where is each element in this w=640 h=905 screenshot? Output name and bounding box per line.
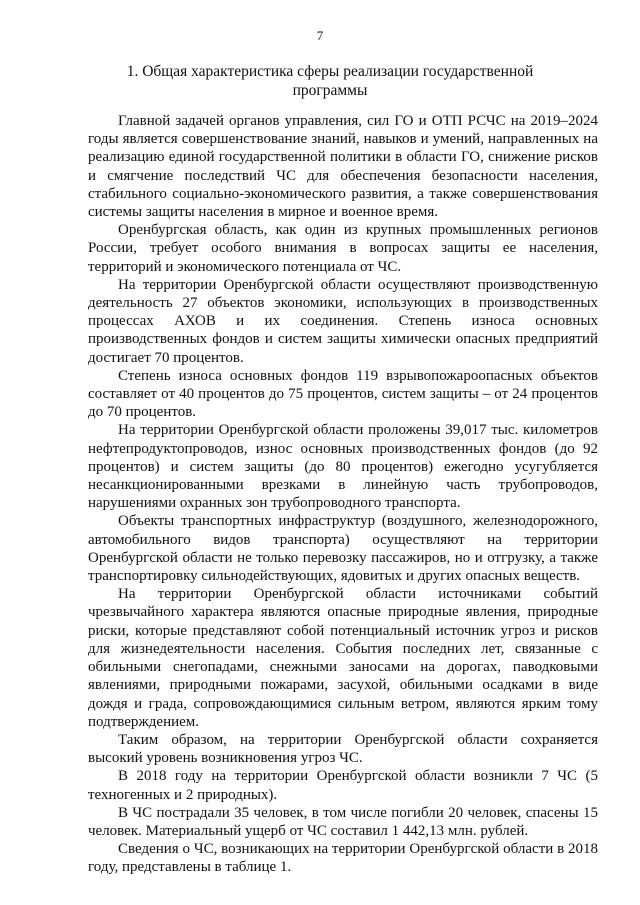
document-body [88,112,598,877]
paragraph: В ЧС пострадали 35 человек, в том числе погибли 20 человек, спасены 15 человек. Материальный ущерб от ЧС составил 1 442,13 млн. рублей. [88,804,598,839]
paragraph: На территории Оренбургской области проложены 39,017 тыс. километров нефтепродуктопроводов, износ основных производственных фондов (до 92 процентов) и систем защиты (до 80 процентов) ежегодно усугубляется несанкционированными врезками в линейную часть трубопроводов, нарушениями охранных зон трубопроводного транспорта. [88,422,598,512]
paragraph: Оренбургская область, как один из крупных промышленных регионов России, требует особого внимания в вопросах защиты ее населения, территорий и экономического потенциала от ЧС. [88,222,598,275]
paragraph: Объекты транспортных инфраструктур (воздушного, железнодорожного, автомобильного видов транспорта) осуществляют на территории Оренбургской области не только перевозку пассажиров, но и отгрузку, а также транспортировку сильнодействующих, ядовитых и других опасных веществ. [88,513,598,585]
section-heading: 1. Общая характеристика сферы реализации государственной программы [126,63,534,99]
paragraph: Главной задачей органов управления, сил ГО и ОТП РСЧС на 2019–2024 годы является совершенствование знаний, навыков и умений, направленных на реализацию единой государственной политики в области ГО, снижение рисков и смягчение последствий ЧС для обеспечения безопасности населения, стабильного социально-экономического развития, а также совершенствования системы защиты населения в мирное и военное время. [88,113,598,221]
paragraph: Сведения о ЧС, возникающих на территории Оренбургской области в 2018 году, представлены в таблице 1. [88,841,598,876]
paragraph: Таким образом, на территории Оренбургской области сохраняется высокий уровень возникновения угроз ЧС. [88,731,598,767]
paragraph: В 2018 году на территории Оренбургской области возникли 7 ЧС (5 техногенных и 2 природных). [88,768,598,803]
paragraph: На территории Оренбургской области осуществляют производственную деятельность 27 объектов экономики, использующих в производственных процессах АХОВ и их соединения. Степень износа основных производственных фондов и систем защиты химически опасных предприятий достигает 70 процентов. [88,276,598,366]
page-number: 7 [316,28,324,43]
paragraph: Степень износа основных фондов 119 взрывопожароопасных объектов составляет от 40 процентов до 75 процентов, систем защиты – от 24 процентов до 70 процентов. [88,367,598,421]
paragraph: На территории Оренбургской области источниками событий чрезвычайного характера являются опасные природные явления, природные риски, которые представляют собой потенциальный источник угроз и рисков для жизнедеятельности населения. События последних лет, связанные с обильными снегопадами, снежными заносами на дорогах, паводковыми явлениями, природными пожарами, засухой, обильными осадками в виде дождя и града, сопровождающимися сильным ветром, являются ярким тому подтверждением. [88,586,598,730]
